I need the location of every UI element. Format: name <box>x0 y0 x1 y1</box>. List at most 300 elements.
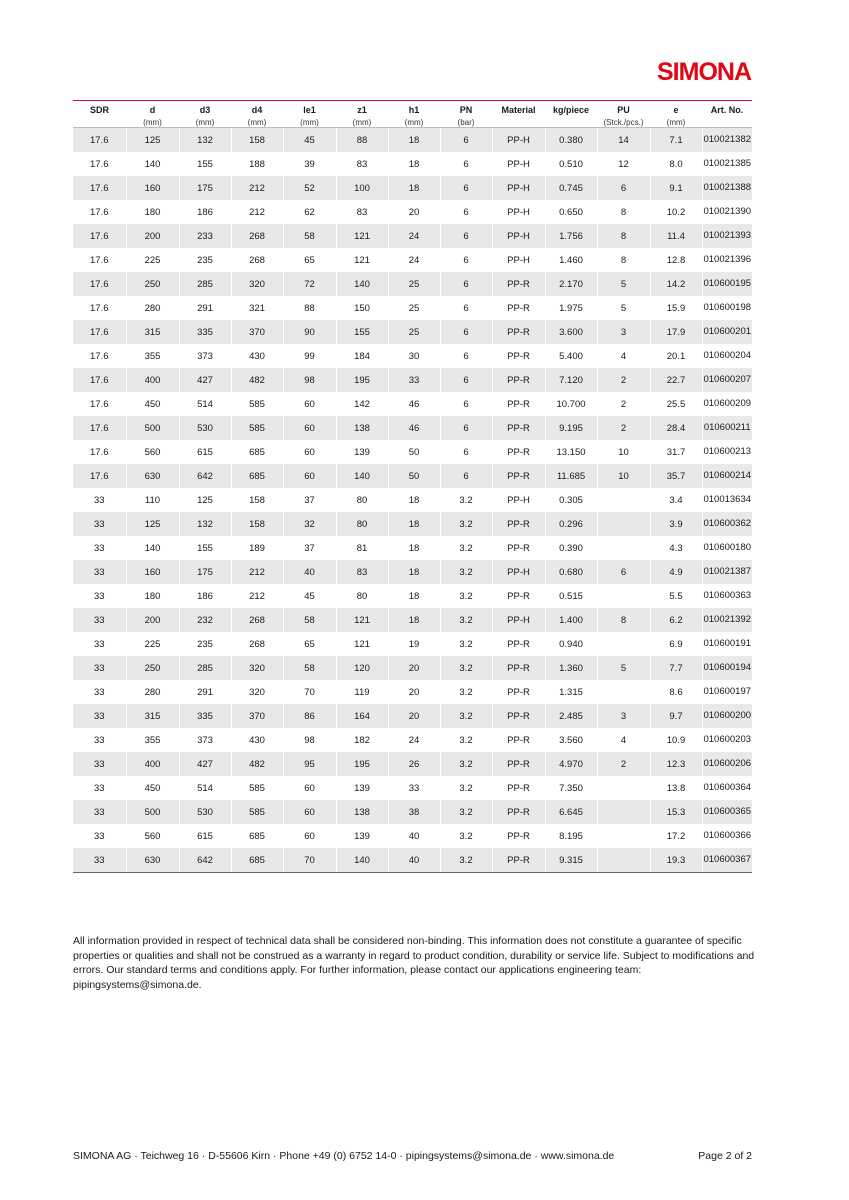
table-cell: 60 <box>283 800 336 824</box>
table-cell: 17.6 <box>73 224 126 248</box>
table-cell: 585 <box>231 416 283 440</box>
table-cell: 62 <box>283 200 336 224</box>
table-cell: 11.685 <box>545 464 597 488</box>
table-cell: 12.8 <box>650 248 702 272</box>
table-cell: 33 <box>388 776 440 800</box>
table-cell: 140 <box>126 536 179 560</box>
table-cell: 155 <box>179 152 231 176</box>
column-header-unit: (mm) <box>300 118 319 127</box>
table-cell: 3.2 <box>440 512 492 536</box>
table-row <box>73 656 752 680</box>
table-row <box>73 368 752 392</box>
table-cell: PP-H <box>492 488 545 512</box>
table-row <box>73 512 752 536</box>
table-cell: 25 <box>388 320 440 344</box>
table-cell: 60 <box>283 392 336 416</box>
article-number-cell: 010600209 <box>702 392 752 416</box>
table-cell: 125 <box>126 128 179 153</box>
table-cell: 14 <box>597 128 650 153</box>
table-cell: 291 <box>179 296 231 320</box>
table-cell: 500 <box>126 416 179 440</box>
table-cell: 1.756 <box>545 224 597 248</box>
table-cell: 184 <box>336 344 388 368</box>
table-cell: 40 <box>388 848 440 873</box>
table-cell: 33 <box>93 494 105 506</box>
table-cell: 585 <box>231 392 283 416</box>
table-cell: 17.6 <box>90 206 109 218</box>
table-cell: 0.510 <box>545 152 597 176</box>
table-cell: 17.2 <box>650 824 702 848</box>
column-header-unit: (mm) <box>404 118 424 127</box>
table-cell: PP-R <box>492 464 545 488</box>
table-cell: 160 <box>126 176 179 200</box>
column-header <box>545 101 597 128</box>
table-cell: PP-R <box>492 680 545 704</box>
table-cell: 195 <box>336 752 388 776</box>
table-cell: 140 <box>336 848 388 873</box>
table-row <box>73 344 752 368</box>
table-cell: 2 <box>597 368 650 392</box>
table-cell: 430 <box>231 344 283 368</box>
table-cell: 6 <box>440 272 492 296</box>
table-row <box>73 848 752 873</box>
table-cell: 6 <box>440 392 492 416</box>
table-cell: 8 <box>597 248 650 272</box>
table-cell: 630 <box>126 848 179 873</box>
table-cell: 32 <box>283 512 336 536</box>
table-cell: 132 <box>179 128 231 153</box>
table-cell: 450 <box>126 776 179 800</box>
table-cell: 6.645 <box>545 800 597 824</box>
table-cell: 212 <box>231 584 283 608</box>
table-row <box>73 464 752 488</box>
table-cell: 6 <box>440 128 492 153</box>
table-cell: 427 <box>179 368 231 392</box>
table-cell: PP-R <box>492 776 545 800</box>
table-row <box>73 128 752 153</box>
table-cell: 0.305 <box>545 488 597 512</box>
table-cell <box>597 848 650 873</box>
table-cell: 18 <box>388 488 440 512</box>
table-cell: 6 <box>597 176 650 200</box>
table-cell: 139 <box>336 824 388 848</box>
article-number-cell: 010600367 <box>702 848 752 873</box>
table-cell: 164 <box>336 704 388 728</box>
table-cell: 2 <box>597 752 650 776</box>
table-cell: 80 <box>336 512 388 536</box>
table-cell: PP-R <box>492 632 545 656</box>
table-cell: 3.2 <box>440 752 492 776</box>
table-row <box>73 416 752 440</box>
table-cell: 560 <box>126 824 179 848</box>
table-cell: 121 <box>336 608 388 632</box>
table-cell: 60 <box>283 776 336 800</box>
table-cell: 268 <box>231 224 283 248</box>
table-cell: 140 <box>336 272 388 296</box>
table-cell: 138 <box>336 800 388 824</box>
table-cell: 3.2 <box>440 728 492 752</box>
table-cell: 3.2 <box>440 608 492 632</box>
table-cell: 3 <box>597 704 650 728</box>
table-cell: 132 <box>179 512 231 536</box>
table-cell: 4.970 <box>545 752 597 776</box>
table-cell: 0.390 <box>545 536 597 560</box>
footer-page-number: Page 2 of 2 <box>698 1150 752 1162</box>
article-number-cell: 010600213 <box>702 440 752 464</box>
table-cell: 7.120 <box>545 368 597 392</box>
table-row <box>73 824 752 848</box>
table-cell: 450 <box>126 392 179 416</box>
table-cell: 60 <box>283 440 336 464</box>
column-header-unit: (mm) <box>247 118 267 127</box>
table-cell: 3.2 <box>440 848 492 873</box>
table-cell: 98 <box>283 368 336 392</box>
table-row <box>73 200 752 224</box>
table-cell: 685 <box>231 464 283 488</box>
table-cell: 33 <box>73 608 126 632</box>
table-cell: 22.7 <box>650 368 702 392</box>
table-cell: 4 <box>597 344 650 368</box>
table-cell: 320 <box>231 656 283 680</box>
table-cell: 285 <box>179 272 231 296</box>
table-cell: 160 <box>126 560 179 584</box>
table-cell: 17.6 <box>73 176 126 200</box>
table-cell: 3.2 <box>440 776 492 800</box>
table-cell: 26 <box>388 752 440 776</box>
table-cell: 268 <box>231 632 283 656</box>
table-cell: 17.6 <box>90 158 109 170</box>
table-cell: 121 <box>336 248 388 272</box>
table-cell: 31.7 <box>650 440 702 464</box>
table-cell <box>597 536 650 560</box>
table-cell: 280 <box>126 680 179 704</box>
column-header <box>440 101 492 128</box>
table-cell: 4.3 <box>650 536 702 560</box>
disclaimer-text: All information provided in respect of technical data shall be considered non-binding. This information does not constitute a guarantee of specific properties or qualities and shall not be construed as a warranty in regard to product condition, durability or service life. Subject to modifications and errors. Our standard terms and conditions apply. For further information, please contact our applications engineering team: pipingsystems@simona.de. <box>73 935 755 991</box>
table-cell: 17.6 <box>90 254 109 266</box>
table-cell: PP-R <box>492 728 545 752</box>
table-row <box>73 152 752 176</box>
table-cell: 20 <box>388 680 440 704</box>
table-cell: 33 <box>93 590 105 602</box>
table-cell: 70 <box>283 848 336 873</box>
table-cell: 4 <box>597 728 650 752</box>
table-cell: 685 <box>231 440 283 464</box>
table-cell: 232 <box>179 608 231 632</box>
table-cell: 180 <box>126 584 179 608</box>
table-cell: 24 <box>388 224 440 248</box>
table-cell: 285 <box>179 656 231 680</box>
table-cell: PP-R <box>492 440 545 464</box>
table-cell: 3.2 <box>440 680 492 704</box>
table-cell: 60 <box>283 464 336 488</box>
table-cell: 50 <box>388 464 440 488</box>
table-cell: 110 <box>126 488 179 512</box>
table-cell: 20.1 <box>650 344 702 368</box>
table-cell: 370 <box>231 704 283 728</box>
table-cell: 65 <box>283 248 336 272</box>
table-cell: 25 <box>388 272 440 296</box>
table-cell: PP-R <box>492 536 545 560</box>
table-cell: 46 <box>388 392 440 416</box>
table-cell: 80 <box>336 584 388 608</box>
table-cell: 225 <box>126 632 179 656</box>
product-table <box>73 100 752 873</box>
table-cell: 83 <box>336 152 388 176</box>
article-number-cell: 010021382 <box>702 128 752 153</box>
table-cell: 158 <box>231 488 283 512</box>
table-cell: 15.9 <box>650 296 702 320</box>
table-cell: 615 <box>179 440 231 464</box>
table-cell: PP-H <box>492 152 545 176</box>
table-cell: 60 <box>283 416 336 440</box>
table-cell <box>597 488 650 512</box>
column-header <box>283 101 336 128</box>
table-cell: 10.2 <box>650 200 702 224</box>
table-cell: 3.560 <box>545 728 597 752</box>
table-row <box>73 704 752 728</box>
table-cell: 86 <box>283 704 336 728</box>
table-cell: 9.1 <box>650 176 702 200</box>
table-cell: 373 <box>179 344 231 368</box>
table-header-row <box>73 101 752 128</box>
table-cell: 355 <box>126 344 179 368</box>
column-header-unit: (mm) <box>195 118 215 127</box>
article-number-cell: 010021396 <box>702 248 752 272</box>
table-cell: 155 <box>179 536 231 560</box>
table-cell: 20 <box>388 656 440 680</box>
table-cell: 642 <box>179 464 231 488</box>
table-cell: 514 <box>179 776 231 800</box>
table-cell: PP-R <box>492 272 545 296</box>
table-cell: 225 <box>126 248 179 272</box>
table-row <box>73 584 752 608</box>
table-cell: 3.2 <box>440 656 492 680</box>
table-cell: 40 <box>283 560 336 584</box>
table-cell: 2.170 <box>545 272 597 296</box>
table-cell: PP-R <box>492 824 545 848</box>
table-cell: 58 <box>283 224 336 248</box>
column-header-label: PU <box>617 105 630 115</box>
table-cell: 2 <box>597 392 650 416</box>
column-header-label: z1 <box>357 105 367 115</box>
table-cell: 642 <box>179 848 231 873</box>
table-cell <box>597 824 650 848</box>
table-cell: 12 <box>597 152 650 176</box>
table-cell <box>597 632 650 656</box>
table-cell: 40 <box>388 824 440 848</box>
table-cell: 35.7 <box>650 464 702 488</box>
column-header-unit: (bar) <box>457 118 475 127</box>
table-cell <box>597 584 650 608</box>
column-header <box>388 101 440 128</box>
table-cell: 6 <box>440 248 492 272</box>
table-cell: 560 <box>126 440 179 464</box>
table-cell: 685 <box>231 824 283 848</box>
footer-address: SIMONA AG · Teichweg 16 · D-55606 Kirn · Phone +49 (0) 6752 14-0 · pipingsystems@simona.de · www.simona.de <box>73 1150 615 1162</box>
table-cell: 46 <box>388 416 440 440</box>
column-header-label: d4 <box>251 105 263 115</box>
table-cell: 0.745 <box>545 176 597 200</box>
table-cell: PP-R <box>492 752 545 776</box>
table-row <box>73 752 752 776</box>
table-row <box>73 176 752 200</box>
article-number-cell: 010600191 <box>702 632 752 656</box>
table-cell: 20 <box>388 200 440 224</box>
table-cell: 120 <box>336 656 388 680</box>
table-cell: 139 <box>336 776 388 800</box>
column-header <box>231 101 283 128</box>
table-cell: 33 <box>73 512 126 536</box>
table-cell: 585 <box>231 800 283 824</box>
table-cell: PP-R <box>492 296 545 320</box>
table-cell: 0.515 <box>545 584 597 608</box>
table-cell: 25.5 <box>650 392 702 416</box>
table-row <box>73 272 752 296</box>
column-header-unit: (Stck./pcs.) <box>603 118 644 127</box>
column-header-label: d3 <box>199 105 211 115</box>
table-cell: 615 <box>179 824 231 848</box>
table-cell: 3.2 <box>440 488 492 512</box>
table-cell: 98 <box>283 728 336 752</box>
table-cell: 3 <box>597 320 650 344</box>
table-cell: 39 <box>283 152 336 176</box>
table-cell: 72 <box>283 272 336 296</box>
table-cell: 18 <box>388 584 440 608</box>
table-cell: PP-R <box>492 320 545 344</box>
table-cell: 1.975 <box>545 296 597 320</box>
table-cell: 6 <box>440 200 492 224</box>
table-cell: 88 <box>283 296 336 320</box>
table-cell: 70 <box>283 680 336 704</box>
table-cell: 33 <box>73 656 126 680</box>
table-cell: 268 <box>231 248 283 272</box>
table-cell: 95 <box>283 752 336 776</box>
table-cell: 500 <box>126 800 179 824</box>
table-cell: 8 <box>597 608 650 632</box>
table-cell: 6 <box>440 224 492 248</box>
table-cell: 33 <box>73 800 126 824</box>
article-number-cell: 010600194 <box>702 656 752 680</box>
table-cell: 24 <box>388 248 440 272</box>
column-header <box>702 101 752 128</box>
table-cell: 11.4 <box>650 224 702 248</box>
table-cell: 320 <box>231 680 283 704</box>
column-header-label: Material <box>501 105 536 115</box>
table-cell: 3.2 <box>440 584 492 608</box>
table-cell: 250 <box>126 272 179 296</box>
table-cell: 175 <box>179 176 231 200</box>
table-cell: 212 <box>231 176 283 200</box>
table-cell: PP-R <box>492 392 545 416</box>
table-cell: PP-R <box>492 512 545 536</box>
table-cell: 14.2 <box>650 272 702 296</box>
table-cell: 88 <box>336 128 388 153</box>
table-cell: 81 <box>336 536 388 560</box>
table-cell: 212 <box>231 560 283 584</box>
table-cell: 45 <box>283 128 336 153</box>
table-row <box>73 536 752 560</box>
table-cell: 370 <box>231 320 283 344</box>
table-cell: 3.600 <box>545 320 597 344</box>
table-cell: 10 <box>597 464 650 488</box>
table-cell: 212 <box>231 200 283 224</box>
table-cell: 6 <box>597 560 650 584</box>
table-cell: 19 <box>388 632 440 656</box>
table-body <box>73 128 752 873</box>
table-row <box>73 440 752 464</box>
table-row <box>73 320 752 344</box>
article-number-cell: 010600198 <box>702 296 752 320</box>
table-cell: 18 <box>388 176 440 200</box>
table-cell: 6 <box>440 296 492 320</box>
table-cell: 321 <box>231 296 283 320</box>
article-number-cell: 010600180 <box>702 536 752 560</box>
table-cell: PP-R <box>492 800 545 824</box>
table-cell <box>597 800 650 824</box>
table-row <box>73 728 752 752</box>
article-number-cell: 010600363 <box>702 584 752 608</box>
table-cell: 1.360 <box>545 656 597 680</box>
table-cell: 33 <box>93 686 105 698</box>
column-header-label: le1 <box>303 105 316 115</box>
column-header-label: PN <box>459 105 473 115</box>
simona-logo: SIMONA <box>657 58 751 86</box>
table-cell: 20 <box>388 704 440 728</box>
table-cell: 5.5 <box>650 584 702 608</box>
table-cell: 58 <box>283 608 336 632</box>
table-cell: 5 <box>597 272 650 296</box>
table-cell: 125 <box>179 488 231 512</box>
article-number-cell: 010600200 <box>702 704 752 728</box>
column-header-label: h1 <box>408 105 420 115</box>
table-cell: 15.3 <box>650 800 702 824</box>
article-number-cell: 010021393 <box>702 224 752 248</box>
table-cell: PP-H <box>492 128 545 153</box>
table-cell: 10.700 <box>545 392 597 416</box>
table-cell: 6 <box>440 440 492 464</box>
column-header <box>650 101 702 128</box>
table-cell: 50 <box>388 440 440 464</box>
table-cell: 5 <box>597 296 650 320</box>
table-cell: 150 <box>336 296 388 320</box>
table-cell: 18 <box>388 560 440 584</box>
table-cell: 17.6 <box>73 368 126 392</box>
table-cell: 37 <box>283 536 336 560</box>
table-cell: 45 <box>283 584 336 608</box>
table-cell: 52 <box>283 176 336 200</box>
table-cell: PP-R <box>492 368 545 392</box>
table-row <box>73 560 752 584</box>
table-cell: 3.2 <box>440 704 492 728</box>
table-cell: 25 <box>388 296 440 320</box>
table-cell: 60 <box>283 824 336 848</box>
table-cell: 3.4 <box>650 488 702 512</box>
article-number-cell: 010600362 <box>702 512 752 536</box>
table-cell: 6 <box>440 176 492 200</box>
table-cell: 3.2 <box>440 824 492 848</box>
table-cell: 12.3 <box>650 752 702 776</box>
table-cell: 33 <box>93 782 105 794</box>
table-cell: 17.6 <box>90 446 109 458</box>
table-cell: 5.400 <box>545 344 597 368</box>
column-header-label: kg/piece <box>552 105 590 115</box>
table-cell: PP-H <box>492 560 545 584</box>
table-cell: 0.380 <box>545 128 597 153</box>
table-cell: 175 <box>179 560 231 584</box>
table-cell: 7.350 <box>545 776 597 800</box>
table-row <box>73 248 752 272</box>
